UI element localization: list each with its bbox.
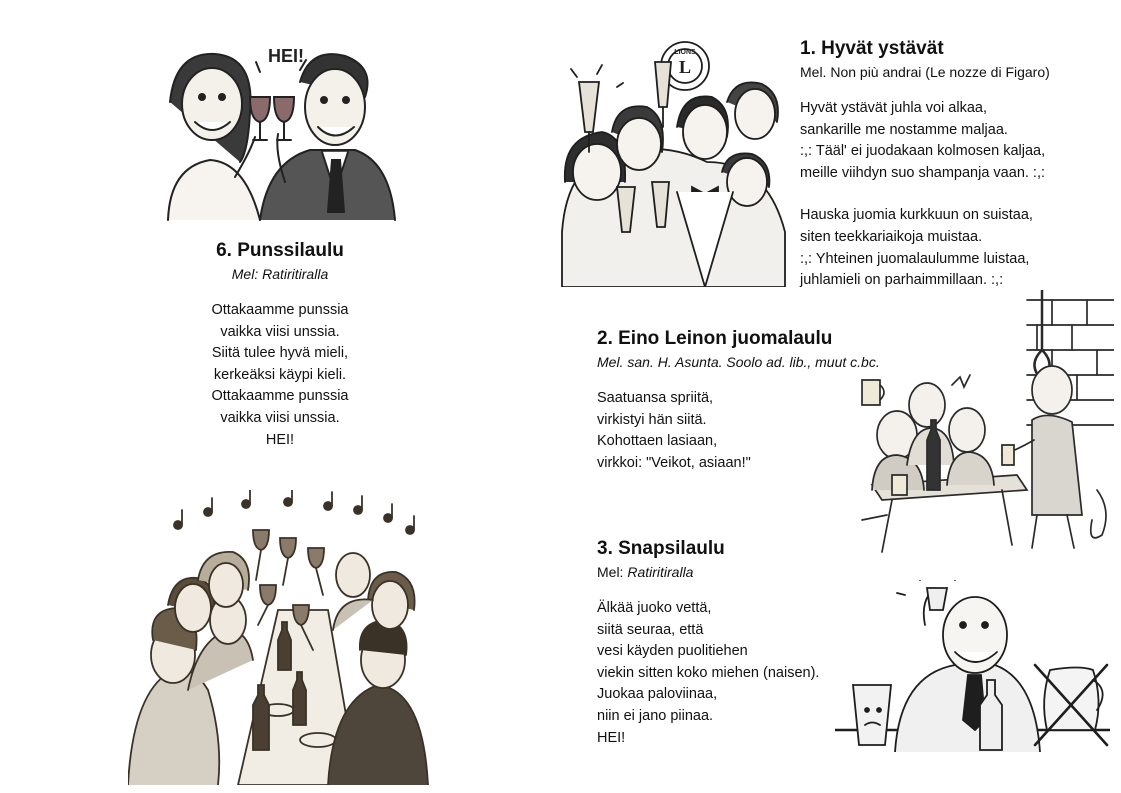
verse-line: Kohottaen lasiaan, xyxy=(597,433,718,450)
verse-line: juhlamieli on parhaimmillaan. :,: xyxy=(800,272,1004,289)
snaps-drinking-man-illustration xyxy=(835,580,1110,752)
verse-line: Hauska juomia kurkkuun on suistaa, xyxy=(800,207,1033,224)
verse-line: kerkeäksi käypi kieli. xyxy=(213,366,347,383)
melody-name: Ratiritiralla xyxy=(627,564,694,580)
verse-line: Ottakaamme punssia xyxy=(211,302,349,318)
song-melody: Mel. san. H. Asunta. Soolo ad. lib., muut c.bc. xyxy=(597,354,880,370)
verse-line: sankarille me nostamme maljaa. xyxy=(800,121,1008,138)
verse-line: niin ei jano piinaa. xyxy=(597,707,714,724)
song-verse xyxy=(150,300,410,451)
verse-line: Juokaa paloviinaa, xyxy=(597,686,718,703)
song-verse-1 xyxy=(800,98,1100,184)
verse-line: virkistyi hän siitä. xyxy=(597,411,707,428)
verse-line: meille viihdyn suo shampanja vaan. :,: xyxy=(800,164,1046,181)
verse-line: virkkoi: "Veikot, asiaan!" xyxy=(597,454,751,471)
lions-logo-letter: L xyxy=(678,57,692,77)
toasting-couple-illustration xyxy=(150,42,400,222)
verse-line: vaikka viisi unssia. xyxy=(220,323,340,340)
lions-badge-text: LIONS xyxy=(674,49,696,56)
verse-line: :,: Tääl' ei juodakaan kolmosen kaljaa, xyxy=(800,143,1046,160)
song-title: 1. Hyvät ystävät xyxy=(800,38,944,59)
verse-line: vaikka viisi unssia. xyxy=(220,409,340,426)
verse-line: :,: Yhteinen juomalaulumme luistaa, xyxy=(800,250,1030,267)
verse-line: HEI! xyxy=(597,729,626,746)
champagne-celebration-illustration xyxy=(557,32,789,287)
speech-bubble-text: HEI! xyxy=(268,46,304,66)
song-2 xyxy=(597,328,957,474)
verse-line: Siitä tulee hyvä mieli, xyxy=(211,345,349,362)
song-3 xyxy=(597,538,857,749)
melody-prefix: Mel: xyxy=(597,564,628,580)
song-verse-2 xyxy=(800,205,1100,291)
verse-line: Hyvät ystävät juhla voi alkaa, xyxy=(800,100,987,116)
verse-line: siitä seuraa, että xyxy=(597,621,704,638)
song-verse xyxy=(597,598,857,749)
song-melody: Mel: Ratiritiralla xyxy=(231,266,329,282)
verse-line: Ottakaamme punssia xyxy=(211,388,349,405)
verse-line: vesi käyden puolitiehen xyxy=(597,643,748,660)
song-6 xyxy=(150,240,410,451)
song-title: 6. Punssilaulu xyxy=(216,240,344,261)
verse-line: HEI! xyxy=(265,431,295,448)
song-title: 2. Eino Leinon juomalaulu xyxy=(597,328,833,349)
verse-line: Saatuansa spriitä, xyxy=(597,390,714,406)
singing-dinner-party-illustration xyxy=(128,490,433,785)
verse-line: Älkää juoko vettä, xyxy=(597,600,712,616)
verse-line: viekin sitten koko miehen (naisen). xyxy=(597,664,820,681)
song-melody xyxy=(597,564,857,580)
song-title: 3. Snapsilaulu xyxy=(597,538,725,559)
song-verse xyxy=(597,388,957,474)
song-melody: Mel. Non più andrai (Le nozze di Figaro) xyxy=(800,64,1050,80)
verse-line: siten teekkariaikoja muistaa. xyxy=(800,228,983,245)
song-1 xyxy=(800,38,1100,292)
